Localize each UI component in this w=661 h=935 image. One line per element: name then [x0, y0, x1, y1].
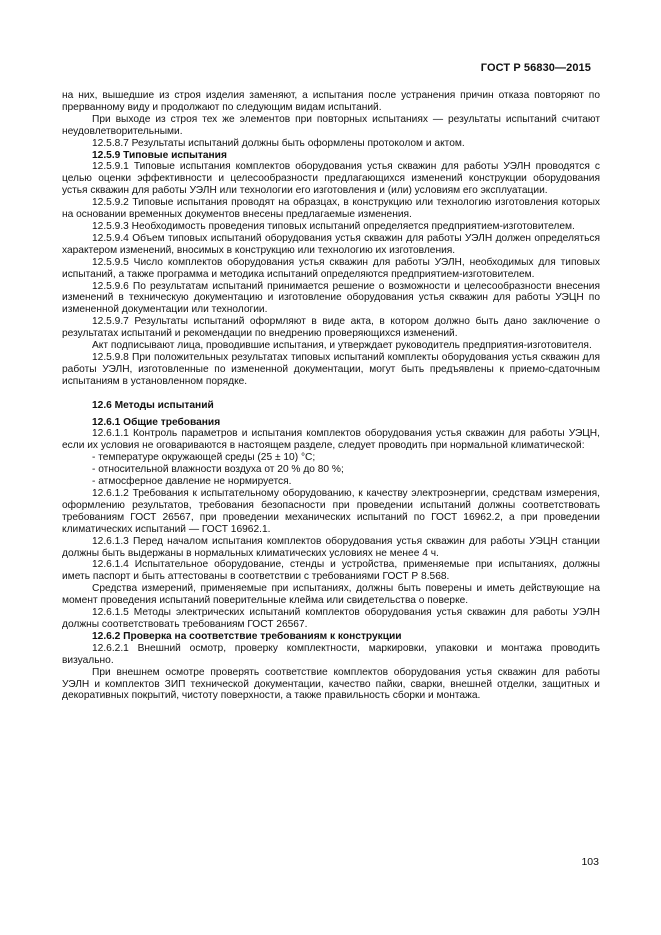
paragraph: При внешнем осмотре проверять соответствие комплектов оборудования устья скважин для работы УЭЛН и комплектов ЗИП технической документации, качество пайки, сварки, внешней отделки, защитных и декоративных покрытий, чистоту поверхности, а также правильность сборки и монтажа. [62, 666, 600, 702]
paragraph: 12.6.1.5 Методы электрических испытаний комплектов оборудования устья скважин для работы УЭЛН должны соответствовать требованиям ГОСТ 26567. [62, 607, 600, 630]
paragraph: Средства измерений, применяемые при испытаниях, должны быть поверены и иметь действующие на момент проведения испытаний поверительные клейма или свидетельства о поверке. [62, 583, 600, 607]
paragraph: 12.5.8.7 Результаты испытаний должны быть оформлены протоколом и актом. [92, 137, 465, 149]
paragraph: 12.5.9.2 Типовые испытания проводят на образцах, в конструкцию или технологию изготовления которых на основании временных документов внесены предлагаемые изменения. [62, 197, 600, 221]
paragraph: 12.5.9.1 Типовые испытания комплектов оборудования устья скважин для работы УЭЛН проводятся с целью оценки эффективности и целесообразности предлагающихся изменений конструкции оборудования устья скважин для работы УЭЛН или технологии его изготовления и (или) условиям его эксплуатации. [62, 161, 600, 197]
paragraph: 12.5.9.4 Объем типовых испытаний оборудования устья скважин для работы УЭЛН должен определяться характером изменений, вносимых в конструкцию или технологию их изготовления. [62, 232, 600, 256]
section-heading: 12.6.2 Проверка на соответствие требованиям к конструкции [92, 630, 402, 642]
paragraph: 12.5.9.7 Результаты испытаний оформляют в виде акта, в котором должно быть дано заключение о результатах испытаний и рекомендации по внедрению проверяющихся изменений. [62, 316, 600, 340]
paragraph: Акт подписывают лица, проводившие испытания, и утверждает руководитель предприятия-изготовителя. [92, 340, 592, 352]
paragraph: на них, вышедшие из строя изделия заменяют, а испытания после устранения причин отказа повторяют по прерванному виду и продолжают по следующим видам испытаний. [62, 90, 600, 113]
section-heading: 12.5.9 Типовые испытания [92, 149, 227, 161]
paragraph: 12.5.9.5 Число комплектов оборудования устья скважин для работы УЭЛН, необходимых для типовых испытаний, а также программа и методика испытаний определяются предприятием-изготовителем. [62, 256, 600, 280]
paragraph: При выходе из строя тех же элементов при повторных испытаниях — результаты испытаний считают неудовлетворительными. [62, 113, 600, 137]
paragraph: 12.5.9.8 При положительных результатах типовых испытаний комплекты оборудования устья скважин для работы УЭЛН, изготовленные по измененной документации, могут быть предъявлены к приемо-сдаточным испытаниям в установленном порядке. [62, 351, 600, 387]
paragraph: 12.6.1.4 Испытательное оборудование, стенды и устройства, применяемые при испытаниях, должны иметь паспорт и быть аттестованы в соответствии с требованиями ГОСТ Р 8.568. [62, 559, 600, 583]
document-header: ГОСТ Р 56830—2015 [480, 62, 591, 74]
list-item: - атмосферное давление не нормируется. [92, 476, 292, 488]
paragraph: 12.5.9.3 Необходимость проведения типовых испытаний определяется предприятием-изготовителем. [92, 220, 575, 232]
document-body [62, 90, 600, 702]
paragraph: 12.6.1.2 Требования к испытательному оборудованию, к качеству электроэнергии, средствам измерения, оформлению результатов, требования безопасности при проведении испытаний должны соответствовать требованиям ГОСТ 26567, при проведении механических испытаний по ГОСТ 16962.2, а при проведении климатических испытаний — ГОСТ 16962.1. [62, 488, 600, 535]
list-item: - относительной влажности воздуха от 20 % до 80 %; [92, 464, 344, 476]
list-item: - температуре окружающей среды (25 ± 10) °С; [92, 452, 316, 464]
paragraph: 12.6.1.3 Перед началом испытания комплектов оборудования устья скважин для работы УЭЦН станции должны быть выдержаны в нормальных климатических условиях не менее 4 ч. [62, 535, 600, 559]
section-heading: 12.6.1 Общие требования [92, 416, 221, 428]
paragraph: 12.6.1.1 Контроль параметров и испытания комплектов оборудования устья скважин для работы УЭЦН, если их условия не оговариваются в настоящем разделе, следует проводить при нормальной климатической: [62, 428, 600, 452]
paragraph: 12.6.2.1 Внешний осмотр, проверку комплектности, маркировки, упаковки и монтажа проводить визуально. [62, 642, 600, 666]
page-number: 103 [581, 856, 599, 868]
paragraph: 12.5.9.6 По результатам испытаний принимается решение о возможности и целесообразности внесения изменений в техническую документацию и изготовление оборудования устья скважин для работы УЭЦН по измененной документации или технологии. [62, 280, 600, 316]
section-heading: 12.6 Методы испытаний [92, 399, 214, 411]
